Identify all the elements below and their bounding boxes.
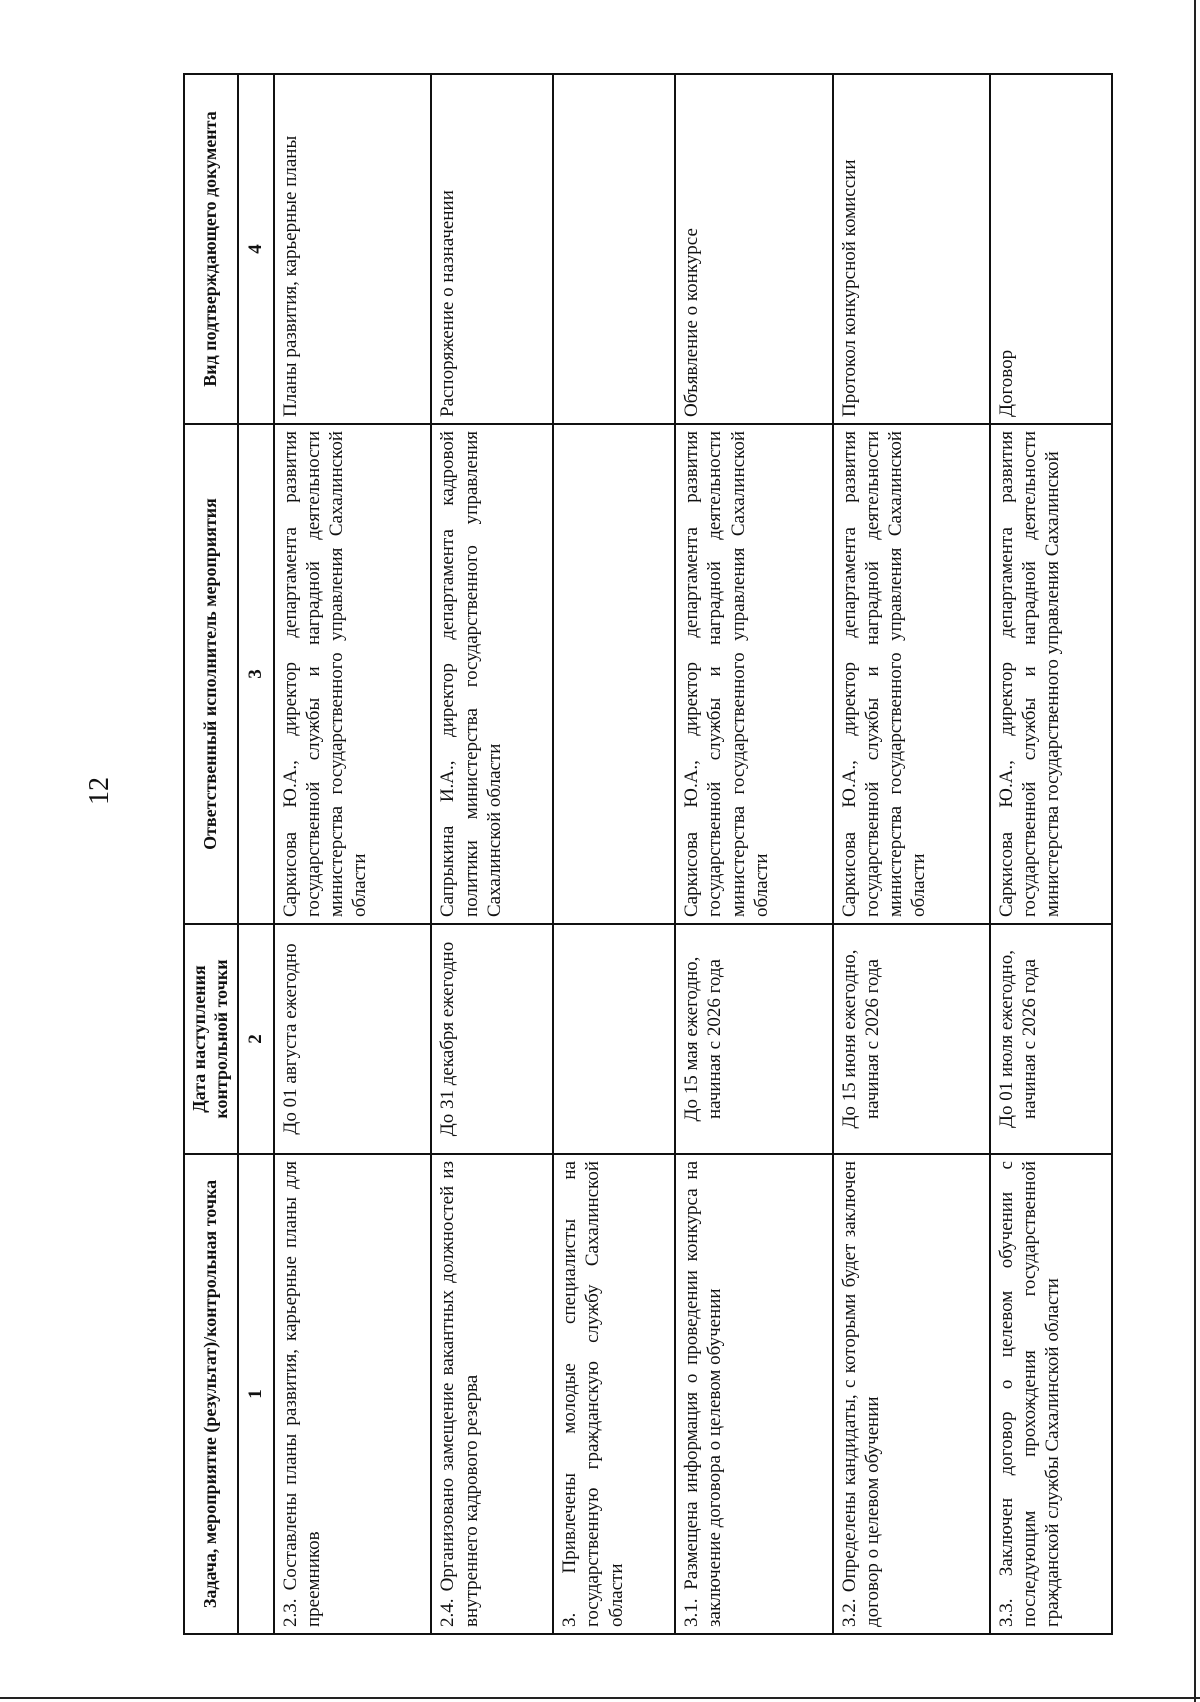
task-cell: 2.3. Составлены планы развития, карьерные планы для преемников [274,1154,431,1634]
column-number: 2 [238,924,274,1154]
scan-edge-bottom [0,1697,1200,1699]
column-number-row [238,74,274,1634]
column-number: 4 [238,74,274,424]
date-cell: До 01 июля ежегодно, начиная с 2026 года [990,924,1112,1154]
document-cell [553,74,675,424]
table-row [990,74,1112,1634]
document-cell: Планы развития, карьерные планы [274,74,431,424]
task-cell: 2.4. Организовано замещение вакантных должностей из внутреннего кадрового резерва [431,1154,553,1634]
executor-cell: Саркисова Ю.А., директор департамента развития государственной службы и наградной деятельности министерства государственного управления Сахалинской [990,424,1112,924]
date-cell: До 15 мая ежегодно, начиная с 2026 года [675,924,832,1154]
executor-cell: Саркисова Ю.А., директор департамента развития государственной службы и наградной деятельности министерства государственного управления Сахалинской области [675,424,832,924]
column-number: 3 [238,424,274,924]
header-document: Вид подтверждающего документа [184,74,238,424]
date-cell [553,924,675,1154]
executor-cell [553,424,675,924]
table-row [431,74,553,1634]
document-cell: Распоряжение о назначении [431,74,553,424]
task-cell: 3.2. Определены кандидаты, с которыми будет заключен договор о целевом обучении [833,1154,990,1634]
date-cell: До 01 августа ежегодно [274,924,431,1154]
header-task: Задача, мероприятие (результат)/контрольная точка [184,1154,238,1634]
document-cell: Протокол конкурсной комиссии [833,74,990,424]
table-header-row [184,74,238,1634]
scan-edge-right [1194,0,1196,1702]
table-row [675,74,832,1634]
control-points-table [183,73,1113,1635]
page-number: 12 [84,777,115,805]
header-date: Дата наступления контрольной точки [184,924,238,1154]
rotated-table-wrapper [183,75,1113,1635]
column-number: 1 [238,1154,274,1634]
table-row [833,74,990,1634]
table-row [274,74,431,1634]
header-executor: Ответственный исполнитель мероприятия [184,424,238,924]
date-cell: До 15 июня ежегодно, начиная с 2026 года [833,924,990,1154]
task-cell: 3.3. Заключен договор о целевом обучении с последующим прохождения государственной гражданской службы Сахалинской области [990,1154,1112,1634]
executor-cell: Сапрыкина И.А., директор департамента кадровой политики министерства государственного управления Сахалинской области [431,424,553,924]
task-cell: 3.1. Размещена информация о проведении конкурса на заключение договора о целевом обучении [675,1154,832,1634]
executor-cell: Саркисова Ю.А., директор департамента развития государственной службы и наградной деятельности министерства государственного управления Сахалинской области [274,424,431,924]
executor-cell: Саркисова Ю.А., директор департамента развития государственной службы и наградной деятельности министерства государственного управления Сахалинской области [833,424,990,924]
table-row [553,74,675,1634]
task-cell: 3. Привлечены молодые специалисты на государственную гражданскую службу Сахалинской области [553,1154,675,1634]
date-cell: До 31 декабря ежегодно [431,924,553,1154]
document-cell: Объявление о конкурсе [675,74,832,424]
document-cell: Договор [990,74,1112,424]
